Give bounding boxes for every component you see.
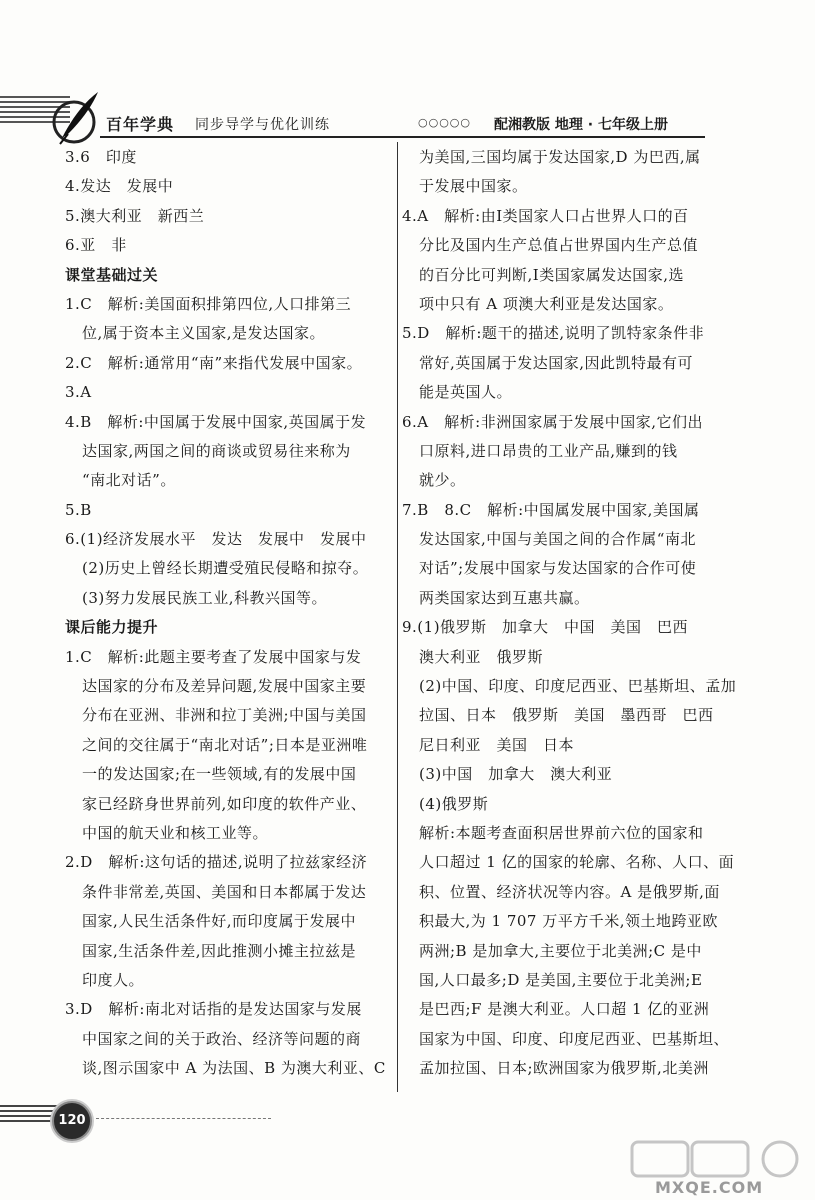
text-line: 发达国家,中国与美国之间的合作属“南北 — [419, 530, 696, 549]
text-line: 9.(1)俄罗斯 加拿大 中国 美国 巴西 — [402, 618, 689, 637]
text-line: 家已经跻身世界前列,如印度的软件产业、 — [82, 794, 367, 813]
text-line: 1.C 解析:此题主要考查了发展中国家与发 — [65, 647, 362, 666]
text-line: 两洲;B 是加拿大,主要位于北美洲;C 是中 — [419, 941, 702, 960]
text-line: 4.发达 发展中 — [65, 177, 174, 196]
text-line: 国家,人民生活条件好,而印度属于发展中 — [82, 912, 357, 931]
text-line: 积、位置、经济状况等内容。A 是俄罗斯,面 — [419, 882, 720, 901]
text-line: 孟加拉国、日本;欧洲国家为俄罗斯,北美洲 — [419, 1059, 709, 1078]
text-line: 能是英国人。 — [419, 383, 513, 402]
text-line: 4.B 解析:中国属于发展中国家,英国属于发 — [65, 412, 367, 431]
text-line: 2.C 解析:通常用“南”来指代发展中国家。 — [65, 353, 363, 372]
watermark-text: MXQE.COM — [655, 1178, 764, 1197]
text-line: (2)中国、印度、印度尼西亚、巴基斯坦、孟加 — [419, 677, 737, 696]
text-line: 对话”;发展中国家与发达国家的合作可使 — [419, 559, 697, 578]
text-line: 分布在亚洲、非洲和拉丁美洲;中国与美国 — [82, 706, 367, 725]
text-line: 尼日利亚 美国 日本 — [419, 735, 575, 754]
text-line: 2.D 解析:这句话的描述,说明了拉兹家经济 — [65, 853, 368, 872]
text-line: 印度人。 — [82, 970, 145, 989]
text-line: 国,人口最多;D 是美国,主要位于北美洲;E — [419, 970, 703, 989]
text-line: 条件非常差,英国、美国和日本都属于发达 — [82, 882, 367, 901]
text-line: 中国的航天业和核工业等。 — [82, 823, 269, 842]
text-line: (3)中国 加拿大 澳大利亚 — [419, 765, 613, 784]
text-line: 的百分比可判断,Ⅰ类国家属发达国家,选 — [419, 265, 684, 284]
text-line: 5.B — [65, 500, 92, 519]
text-line: 之间的交往属于“南北对话”;日本是亚洲唯 — [82, 735, 368, 754]
right-column — [402, 143, 737, 1084]
text-line: 澳大利亚 俄罗斯 — [419, 647, 544, 666]
text-line: (2)历史上曾经长期遭受殖民侵略和掠夺。 — [82, 559, 369, 578]
text-line: 5.澳大利亚 新西兰 — [65, 206, 205, 225]
text-line: 达国家的分布及差异问题,发展中国家主要 — [82, 677, 367, 696]
text-line: 1.C 解析:美国面积排第四位,人口排第三 — [65, 294, 352, 313]
text-line: 常好,英国属于发达国家,因此凯特最有可 — [419, 353, 694, 372]
text-line: 积最大,为 1 707 万平方千米,领土地跨亚欧 — [419, 912, 719, 931]
text-line: 达国家,两国之间的商谈或贸易往来称为 — [82, 441, 351, 460]
text-line: 是巴西;F 是澳大利亚。人口超 1 亿的亚洲 — [419, 1000, 710, 1019]
column-divider — [397, 142, 398, 1092]
header-dots: ○○○○○ — [418, 116, 471, 129]
text-line: 为美国,三国均属于发达国家,D 为巴西,属 — [419, 148, 701, 166]
text-line: 6.(1)经济发展水平 发达 发展中 发展中 — [65, 530, 367, 549]
edition-label: 配湘教版 地理 · 七年级上册 — [494, 117, 668, 133]
text-line: 3.D 解析:南北对话指的是发达国家与发展 — [65, 1000, 362, 1019]
page-number: 120 — [52, 1101, 92, 1141]
text-line: 6.A 解析:非洲国家属于发展中国家,它们出 — [402, 412, 703, 431]
footer-dashed-line — [96, 1118, 271, 1119]
text-line: 一的发达国家;在一些领域,有的发展中国 — [82, 765, 357, 784]
book-subtitle: 同步导学与优化训练 — [195, 117, 330, 133]
text-line: 中国家之间的关于政治、经济等问题的商 — [82, 1029, 362, 1048]
text-line: 于发展中国家。 — [419, 177, 528, 196]
text-line: “南北对话”。 — [82, 471, 176, 490]
text-line: 3.A — [65, 383, 92, 402]
text-line: (3)努力发展民族工业,科教兴国等。 — [82, 588, 328, 607]
text-line: 两类国家达到互惠共赢。 — [419, 588, 590, 607]
text-line: 7.B 8.C 解析:中国属发展中国家,美国属 — [402, 500, 700, 519]
text-line: 谈,图示国家中 A 为法国、B 为澳大利亚、C — [82, 1059, 386, 1078]
book-brand: 百年学典 — [106, 115, 175, 134]
text-line: 国家为中国、印度、印度尼西亚、巴基斯坦、 — [419, 1029, 730, 1048]
text-line: 拉国、日本 俄罗斯 美国 墨西哥 巴西 — [419, 706, 714, 725]
text-line: 3.6 印度 — [65, 148, 137, 166]
section-heading: 课堂基础过关 — [65, 265, 159, 284]
quill-icon — [48, 88, 104, 148]
text-line: 就少。 — [419, 471, 466, 490]
text-line: 6.亚 非 — [65, 236, 127, 255]
text-line: 解析:本题考查面积居世界前六位的国家和 — [419, 823, 704, 842]
header-rule — [100, 136, 705, 138]
text-line: 4.A 解析:由Ⅰ类国家人口占世界人口的百 — [402, 206, 689, 225]
text-line: 项中只有 A 项澳大利亚是发达国家。 — [419, 294, 674, 313]
left-column — [65, 143, 387, 1084]
text-line: 口原料,进口昂贵的工业产品,赚到的钱 — [419, 441, 678, 460]
text-line: 分比及国内生产总值占世界国内生产总值 — [419, 236, 699, 255]
text-line: 人口超过 1 亿的国家的轮廓、名称、人口、面 — [419, 853, 735, 872]
text-line: 5.D 解析:题干的描述,说明了凯特家条件非 — [402, 324, 705, 343]
section-heading: 课后能力提升 — [65, 618, 159, 637]
text-line: 位,属于资本主义国家,是发达国家。 — [82, 324, 326, 343]
text-line: 国家,生活条件差,因此推测小摊主拉兹是 — [82, 941, 357, 960]
text-line: (4)俄罗斯 — [419, 794, 489, 813]
